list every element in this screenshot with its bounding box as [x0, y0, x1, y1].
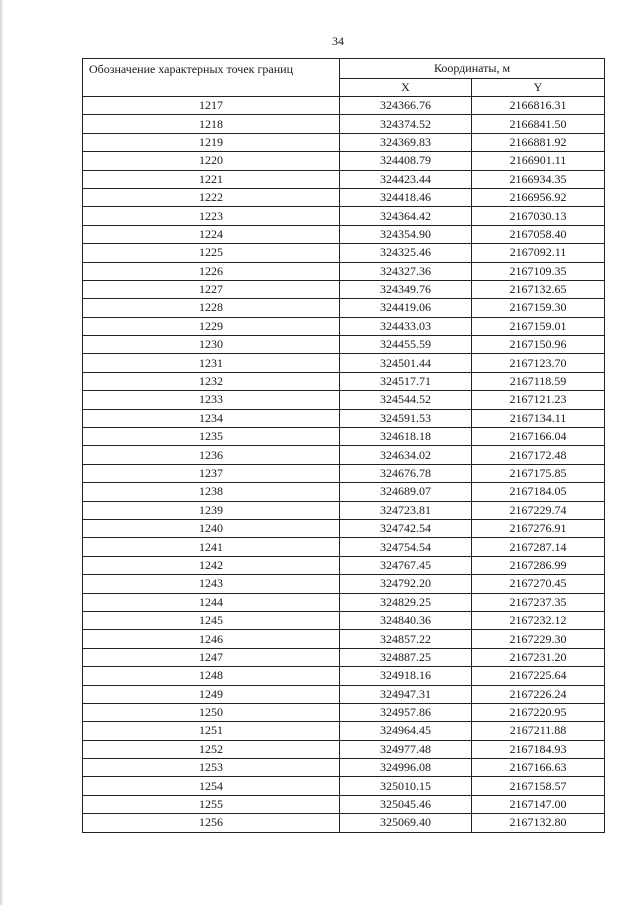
x-coordinate-cell: 324419.06: [340, 299, 472, 317]
table-row: [83, 538, 605, 556]
table-row: [83, 795, 605, 813]
y-coordinate-cell: 2167092.11: [472, 244, 605, 262]
y-coordinate-cell: 2167150.96: [472, 336, 605, 354]
y-coordinate-cell: 2167159.30: [472, 299, 605, 317]
x-coordinate-cell: 324723.81: [340, 501, 472, 519]
x-coordinate-cell: 324742.54: [340, 519, 472, 537]
x-coordinate-cell: 324327.36: [340, 262, 472, 280]
y-coordinate-cell: 2167225.64: [472, 667, 605, 685]
table-header-row: [83, 59, 605, 79]
y-coordinate-cell: 2167132.65: [472, 280, 605, 298]
x-coordinate-cell: 324517.71: [340, 372, 472, 390]
point-cell: 1224: [83, 225, 340, 243]
x-coordinate-cell: 325045.46: [340, 795, 472, 813]
y-coordinate-cell: 2167287.14: [472, 538, 605, 556]
y-coordinate-cell: 2167058.40: [472, 225, 605, 243]
table-row: [83, 170, 605, 188]
y-coordinate-cell: 2167232.12: [472, 611, 605, 629]
point-cell: 1234: [83, 409, 340, 427]
table-row: [83, 409, 605, 427]
y-coordinate-cell: 2167166.04: [472, 428, 605, 446]
point-cell: 1241: [83, 538, 340, 556]
point-cell: 1231: [83, 354, 340, 372]
table-row: [83, 611, 605, 629]
table-row: [83, 133, 605, 151]
table-row: [83, 814, 605, 832]
x-coordinate-cell: 324887.25: [340, 648, 472, 666]
point-cell: 1223: [83, 207, 340, 225]
y-coordinate-cell: 2167175.85: [472, 464, 605, 482]
x-coordinate-cell: 324354.90: [340, 225, 472, 243]
y-coordinate-cell: 2167184.05: [472, 483, 605, 501]
table-row: [83, 317, 605, 335]
page-number: 34: [332, 34, 344, 48]
point-cell: 1229: [83, 317, 340, 335]
point-cell: 1252: [83, 740, 340, 758]
y-coordinate-cell: 2167030.13: [472, 207, 605, 225]
point-cell: 1249: [83, 685, 340, 703]
x-coordinate-cell: 324455.59: [340, 336, 472, 354]
x-coordinate-cell: 324325.46: [340, 244, 472, 262]
y-coordinate-cell: 2167121.23: [472, 391, 605, 409]
point-cell: 1228: [83, 299, 340, 317]
y-coordinate-cell: 2166881.92: [472, 133, 605, 151]
point-cell: 1240: [83, 519, 340, 537]
header-y: Y: [472, 79, 605, 97]
table-row: [83, 464, 605, 482]
scan-edge: [0, 0, 3, 905]
x-coordinate-cell: 324634.02: [340, 446, 472, 464]
point-cell: 1217: [83, 97, 340, 115]
point-cell: 1244: [83, 593, 340, 611]
x-coordinate-cell: 324689.07: [340, 483, 472, 501]
point-cell: 1245: [83, 611, 340, 629]
point-cell: 1235: [83, 428, 340, 446]
x-coordinate-cell: 324618.18: [340, 428, 472, 446]
y-coordinate-cell: 2166934.35: [472, 170, 605, 188]
x-coordinate-cell: 324792.20: [340, 575, 472, 593]
table-row: [83, 446, 605, 464]
y-coordinate-cell: 2167237.35: [472, 593, 605, 611]
point-cell: 1230: [83, 336, 340, 354]
table-row: [83, 152, 605, 170]
point-cell: 1251: [83, 722, 340, 740]
table-row: [83, 115, 605, 133]
y-coordinate-cell: 2167276.91: [472, 519, 605, 537]
point-cell: 1233: [83, 391, 340, 409]
table-row: [83, 188, 605, 206]
table-row: [83, 740, 605, 758]
x-coordinate-cell: 324349.76: [340, 280, 472, 298]
x-coordinate-cell: 324754.54: [340, 538, 472, 556]
x-coordinate-cell: 324947.31: [340, 685, 472, 703]
y-coordinate-cell: 2167166.63: [472, 759, 605, 777]
y-coordinate-cell: 2167226.24: [472, 685, 605, 703]
point-cell: 1238: [83, 483, 340, 501]
point-cell: 1220: [83, 152, 340, 170]
table-row: [83, 777, 605, 795]
x-coordinate-cell: 324591.53: [340, 409, 472, 427]
y-coordinate-cell: 2166841.50: [472, 115, 605, 133]
x-coordinate-cell: 324977.48: [340, 740, 472, 758]
point-cell: 1227: [83, 280, 340, 298]
table-row: [83, 648, 605, 666]
table-row: [83, 207, 605, 225]
point-cell: 1221: [83, 170, 340, 188]
x-coordinate-cell: 324501.44: [340, 354, 472, 372]
point-cell: 1232: [83, 372, 340, 390]
y-coordinate-cell: 2166956.92: [472, 188, 605, 206]
point-cell: 1219: [83, 133, 340, 151]
x-coordinate-cell: 325010.15: [340, 777, 472, 795]
y-coordinate-cell: 2167211.88: [472, 722, 605, 740]
point-cell: 1225: [83, 244, 340, 262]
y-coordinate-cell: 2167158.57: [472, 777, 605, 795]
y-coordinate-cell: 2167286.99: [472, 556, 605, 574]
table-row: [83, 262, 605, 280]
y-coordinate-cell: 2167123.70: [472, 354, 605, 372]
x-coordinate-cell: 324374.52: [340, 115, 472, 133]
x-coordinate-cell: 324366.76: [340, 97, 472, 115]
table-row: [83, 483, 605, 501]
x-coordinate-cell: 324369.83: [340, 133, 472, 151]
y-coordinate-cell: 2167132.80: [472, 814, 605, 832]
header-coordinates: Координаты, м: [340, 59, 605, 79]
table-row: [83, 372, 605, 390]
y-coordinate-cell: 2167118.59: [472, 372, 605, 390]
table-row: [83, 519, 605, 537]
table-row: [83, 501, 605, 519]
table-row: [83, 336, 605, 354]
x-coordinate-cell: 324408.79: [340, 152, 472, 170]
y-coordinate-cell: 2167109.35: [472, 262, 605, 280]
point-cell: 1247: [83, 648, 340, 666]
table-body: [83, 97, 605, 833]
y-coordinate-cell: 2167184.93: [472, 740, 605, 758]
point-cell: 1236: [83, 446, 340, 464]
x-coordinate-cell: 324840.36: [340, 611, 472, 629]
table-row: [83, 391, 605, 409]
y-coordinate-cell: 2167147.00: [472, 795, 605, 813]
point-cell: 1255: [83, 795, 340, 813]
table-row: [83, 556, 605, 574]
table-row: [83, 685, 605, 703]
y-coordinate-cell: 2167220.95: [472, 703, 605, 721]
x-coordinate-cell: 324544.52: [340, 391, 472, 409]
table-row: [83, 759, 605, 777]
coordinates-table: [82, 58, 605, 833]
x-coordinate-cell: 324364.42: [340, 207, 472, 225]
y-coordinate-cell: 2167229.74: [472, 501, 605, 519]
point-cell: 1253: [83, 759, 340, 777]
table-row: [83, 722, 605, 740]
table-row: [83, 97, 605, 115]
x-coordinate-cell: 324767.45: [340, 556, 472, 574]
y-coordinate-cell: 2167231.20: [472, 648, 605, 666]
y-coordinate-cell: 2166816.31: [472, 97, 605, 115]
x-coordinate-cell: 324918.16: [340, 667, 472, 685]
table-row: [83, 575, 605, 593]
point-cell: 1248: [83, 667, 340, 685]
table-row: [83, 667, 605, 685]
x-coordinate-cell: 324418.46: [340, 188, 472, 206]
point-cell: 1256: [83, 814, 340, 832]
y-coordinate-cell: 2166901.11: [472, 152, 605, 170]
point-cell: 1243: [83, 575, 340, 593]
y-coordinate-cell: 2167172.48: [472, 446, 605, 464]
point-cell: 1254: [83, 777, 340, 795]
point-cell: 1218: [83, 115, 340, 133]
x-coordinate-cell: 324996.08: [340, 759, 472, 777]
x-coordinate-cell: 325069.40: [340, 814, 472, 832]
x-coordinate-cell: 324423.44: [340, 170, 472, 188]
x-coordinate-cell: 324857.22: [340, 630, 472, 648]
point-cell: 1246: [83, 630, 340, 648]
table-row: [83, 428, 605, 446]
header-x: X: [340, 79, 472, 97]
table-row: [83, 593, 605, 611]
point-cell: 1222: [83, 188, 340, 206]
x-coordinate-cell: 324829.25: [340, 593, 472, 611]
y-coordinate-cell: 2167159.01: [472, 317, 605, 335]
table-row: [83, 244, 605, 262]
x-coordinate-cell: 324957.86: [340, 703, 472, 721]
y-coordinate-cell: 2167134.11: [472, 409, 605, 427]
table-row: [83, 630, 605, 648]
table-row: [83, 225, 605, 243]
point-cell: 1239: [83, 501, 340, 519]
header-point-designation: Обозначение характерных точек границ: [83, 59, 340, 97]
y-coordinate-cell: 2167229.30: [472, 630, 605, 648]
table-row: [83, 354, 605, 372]
table-row: [83, 703, 605, 721]
point-cell: 1226: [83, 262, 340, 280]
x-coordinate-cell: 324676.78: [340, 464, 472, 482]
point-cell: 1242: [83, 556, 340, 574]
table-row: [83, 280, 605, 298]
table-row: [83, 299, 605, 317]
point-cell: 1237: [83, 464, 340, 482]
point-cell: 1250: [83, 703, 340, 721]
x-coordinate-cell: 324964.45: [340, 722, 472, 740]
x-coordinate-cell: 324433.03: [340, 317, 472, 335]
y-coordinate-cell: 2167270.45: [472, 575, 605, 593]
